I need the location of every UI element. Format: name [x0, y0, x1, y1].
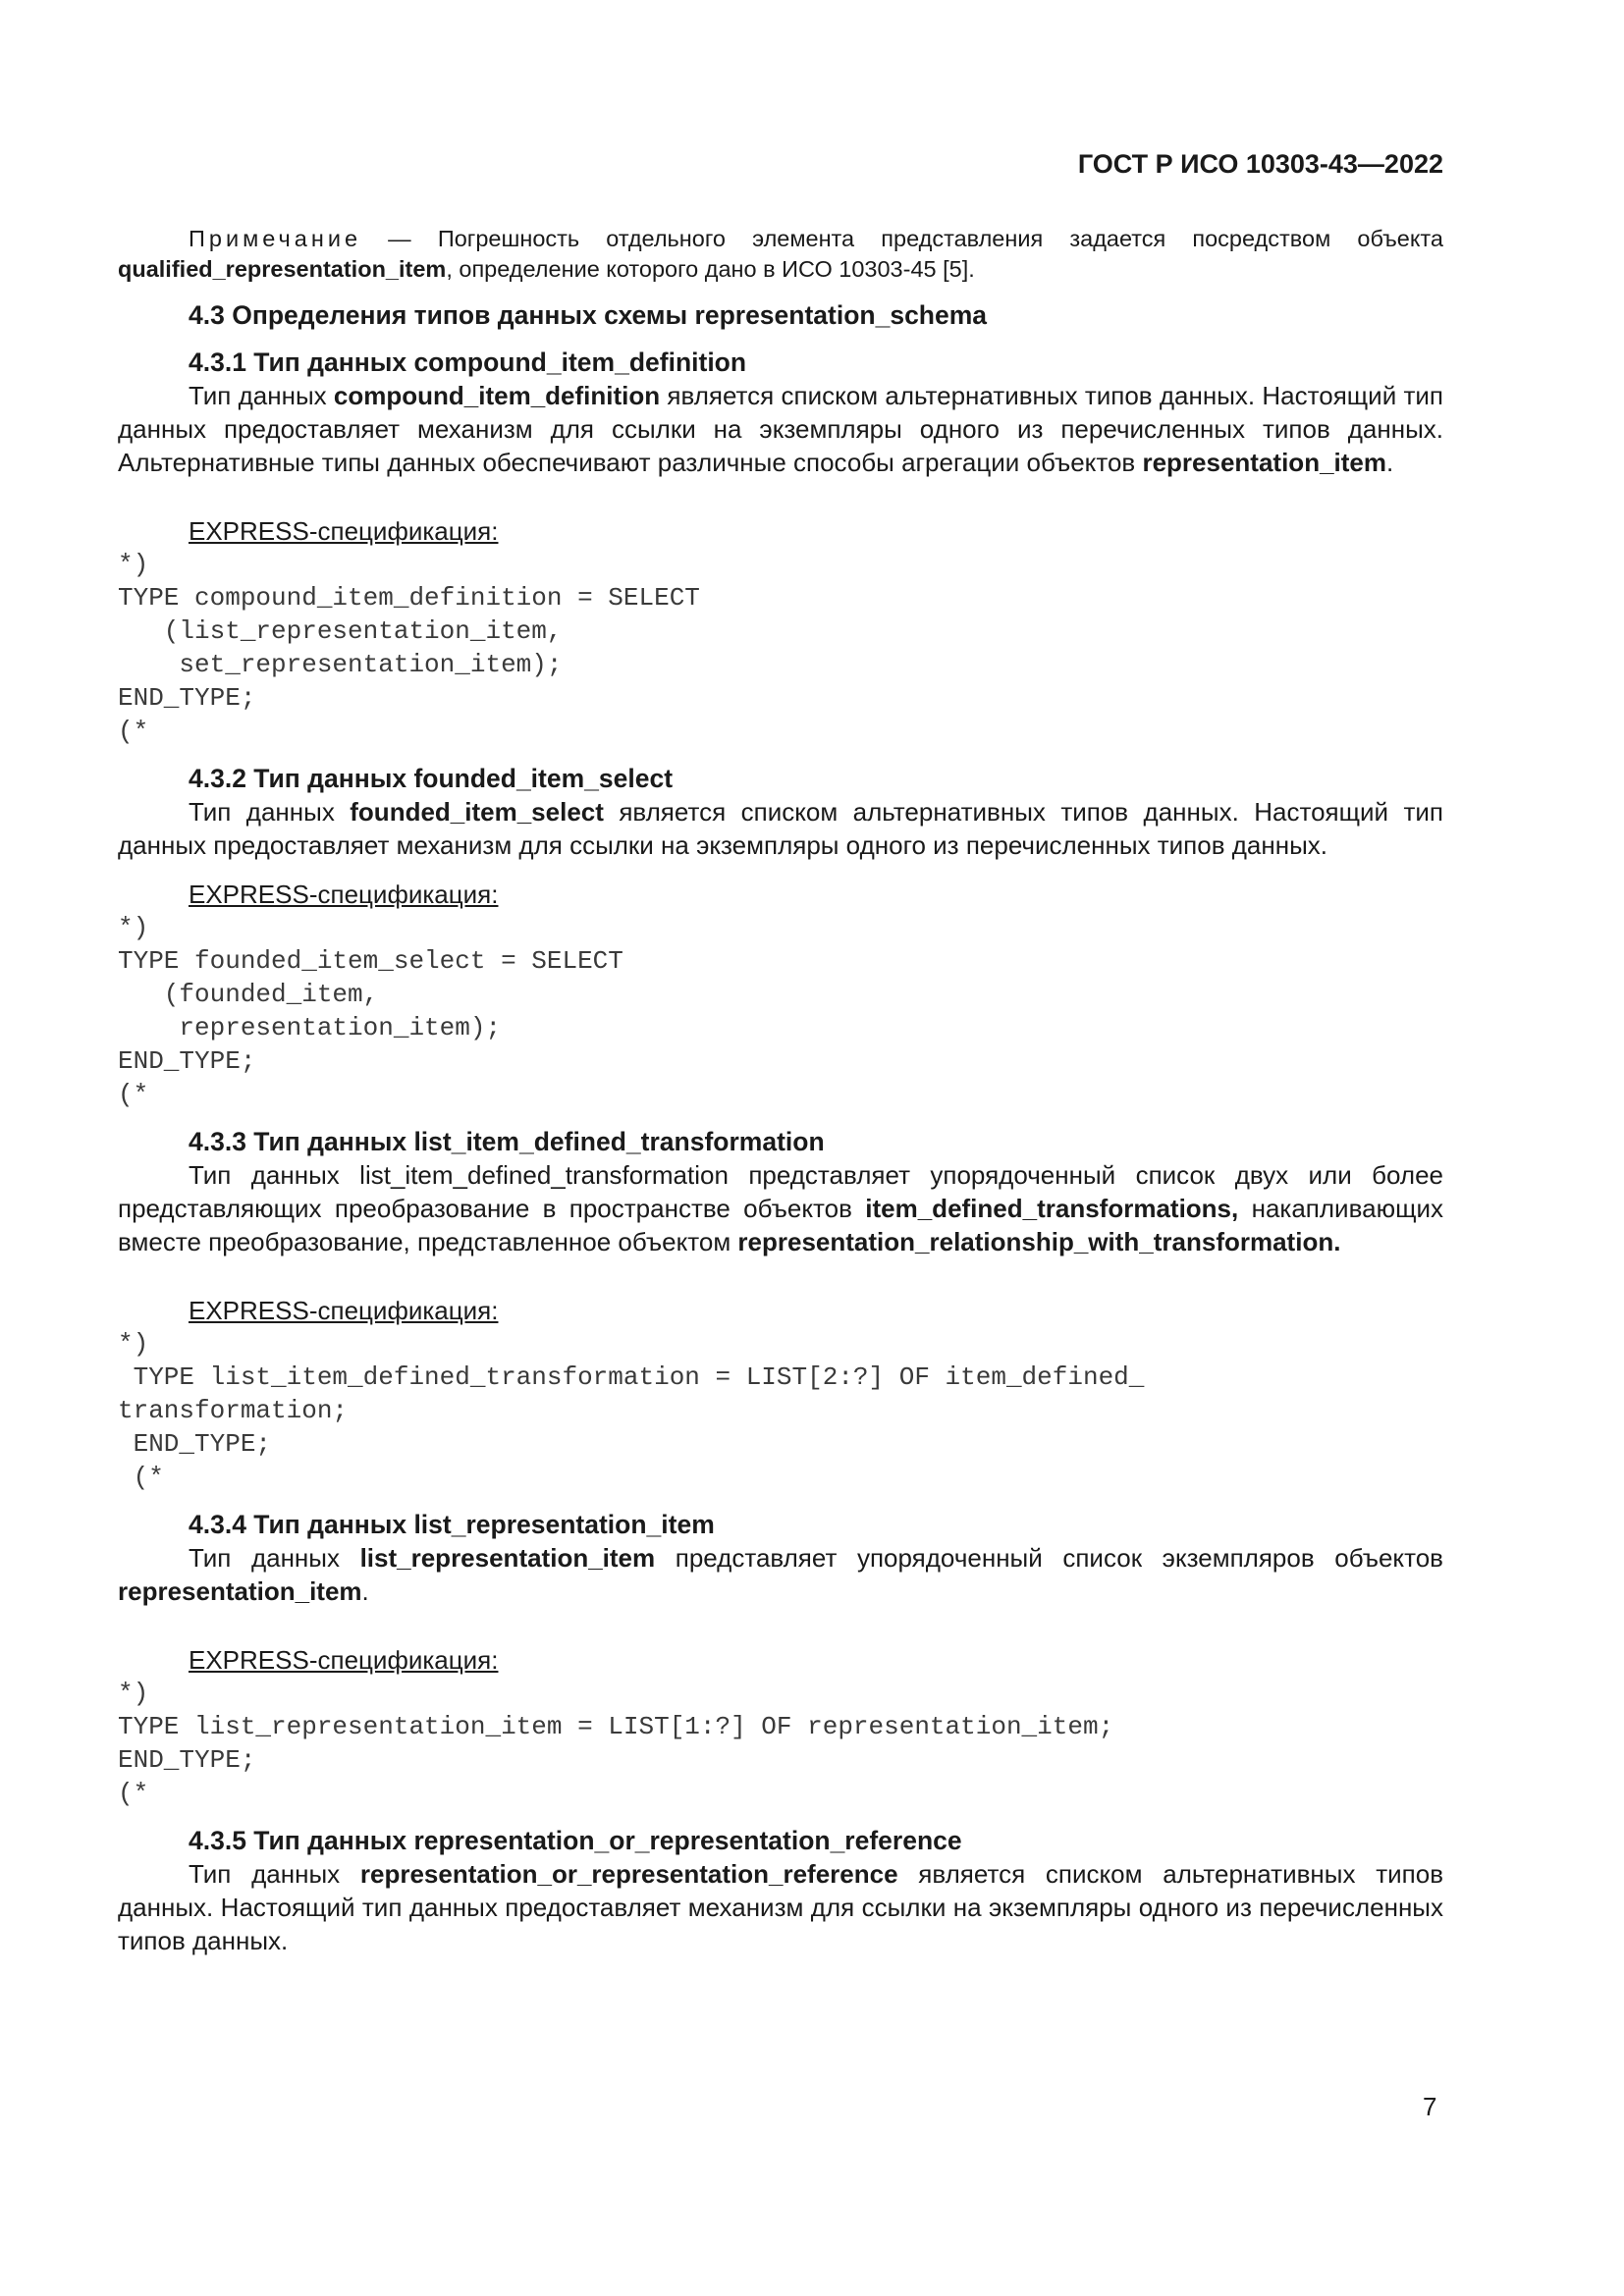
text: накапливающих вместе преобразование, представленное объектом	[118, 1194, 1443, 1256]
note-paragraph	[118, 224, 1443, 285]
express-spec-label-434: EXPRESS-спецификация:	[189, 1645, 499, 1675]
term: representation_item	[118, 1576, 362, 1606]
text: Тип данных	[189, 797, 351, 827]
text: Тип данных	[189, 1543, 360, 1573]
subsection-title-433: 4.3.3 Тип данных list_item_defined_transformation	[189, 1127, 825, 1156]
text: Тип данных	[189, 381, 334, 410]
note-term: qualified_representation_item	[118, 256, 447, 282]
note-text-a: — Погрешность отдельного элемента представления задается посредством объекта	[361, 226, 1443, 251]
code-block-434: *) TYPE list_representation_item = LIST[1:?] OF representation_item; END_TYPE; (*	[118, 1679, 1114, 1808]
note-text-b: , определение которого дано в ИСО 10303-45 [5].	[446, 256, 975, 282]
text: представляет упорядоченный список экземпляров объектов	[655, 1543, 1443, 1573]
express-spec-label-432: EXPRESS-спецификация:	[189, 880, 499, 909]
subsection-title-431: 4.3.1 Тип данных compound_item_definition	[189, 347, 747, 377]
text: является списком альтернативных типов данных. Настоящий тип данных предоставляет механизм для ссылки на экземпляры одного из перечисленных типов данных. Альтернативные типы данных обеспечивают различные способы агрегации объектов	[118, 381, 1444, 477]
code-block-433: *) TYPE list_item_defined_transformation = LIST[2:?] OF item_defined_ transformation; END_TYPE; (*	[118, 1329, 1145, 1492]
paragraph-435	[118, 1857, 1443, 1957]
text: .	[361, 1576, 369, 1606]
term: representation_item	[1142, 448, 1386, 477]
text: Тип данных	[189, 1859, 360, 1889]
subsection-title-434: 4.3.4 Тип данных list_representation_item	[189, 1510, 715, 1539]
paragraph-431	[118, 379, 1443, 479]
subsection-title-435: 4.3.5 Тип данных representation_or_representation_reference	[189, 1826, 962, 1855]
term: compound_item_definition	[333, 381, 661, 410]
express-spec-label-431: EXPRESS-спецификация:	[189, 516, 499, 546]
term: item_defined_transformations,	[865, 1194, 1239, 1223]
text: .	[1386, 448, 1394, 477]
note-label: Примечание	[189, 226, 362, 251]
term: list_representation_item	[359, 1543, 656, 1573]
page-number: 7	[1423, 2092, 1437, 2121]
term: representation_or_representation_reference	[359, 1859, 898, 1889]
term: representation_relationship_with_transformation.	[737, 1227, 1341, 1256]
code-block-431: *) TYPE compound_item_definition = SELECT (list_representation_item, set_representation_item); END_TYPE; (*	[118, 550, 700, 746]
text: Тип данных list_item_defined_transformation представляет упорядоченный список двух или более представляющих преобразование в пространстве объектов	[118, 1160, 1443, 1223]
page-content	[118, 224, 1443, 1957]
text: является списком альтернативных типов данных. Настоящий тип данных предоставляет механизм для ссылки на экземпляры одного из перечисленных типов данных.	[118, 1859, 1444, 1955]
section-title: 4.3 Определения типов данных схемы representation_schema	[189, 300, 988, 330]
document-id: ГОСТ Р ИСО 10303-43—2022	[1077, 149, 1443, 179]
subsection-title-432: 4.3.2 Тип данных founded_item_select	[189, 764, 674, 793]
paragraph-433	[118, 1158, 1443, 1258]
express-spec-label-433: EXPRESS-спецификация:	[189, 1296, 499, 1325]
paragraph-432	[118, 795, 1443, 862]
text: является списком альтернативных типов данных. Настоящий тип данных предоставляет механизм для ссылки на экземпляры одного из перечисленных типов данных.	[118, 797, 1444, 860]
paragraph-434	[118, 1541, 1443, 1608]
code-block-432: *) TYPE founded_item_select = SELECT (founded_item, representation_item); END_TYPE; (*	[118, 913, 623, 1109]
term: founded_item_select	[350, 797, 604, 827]
